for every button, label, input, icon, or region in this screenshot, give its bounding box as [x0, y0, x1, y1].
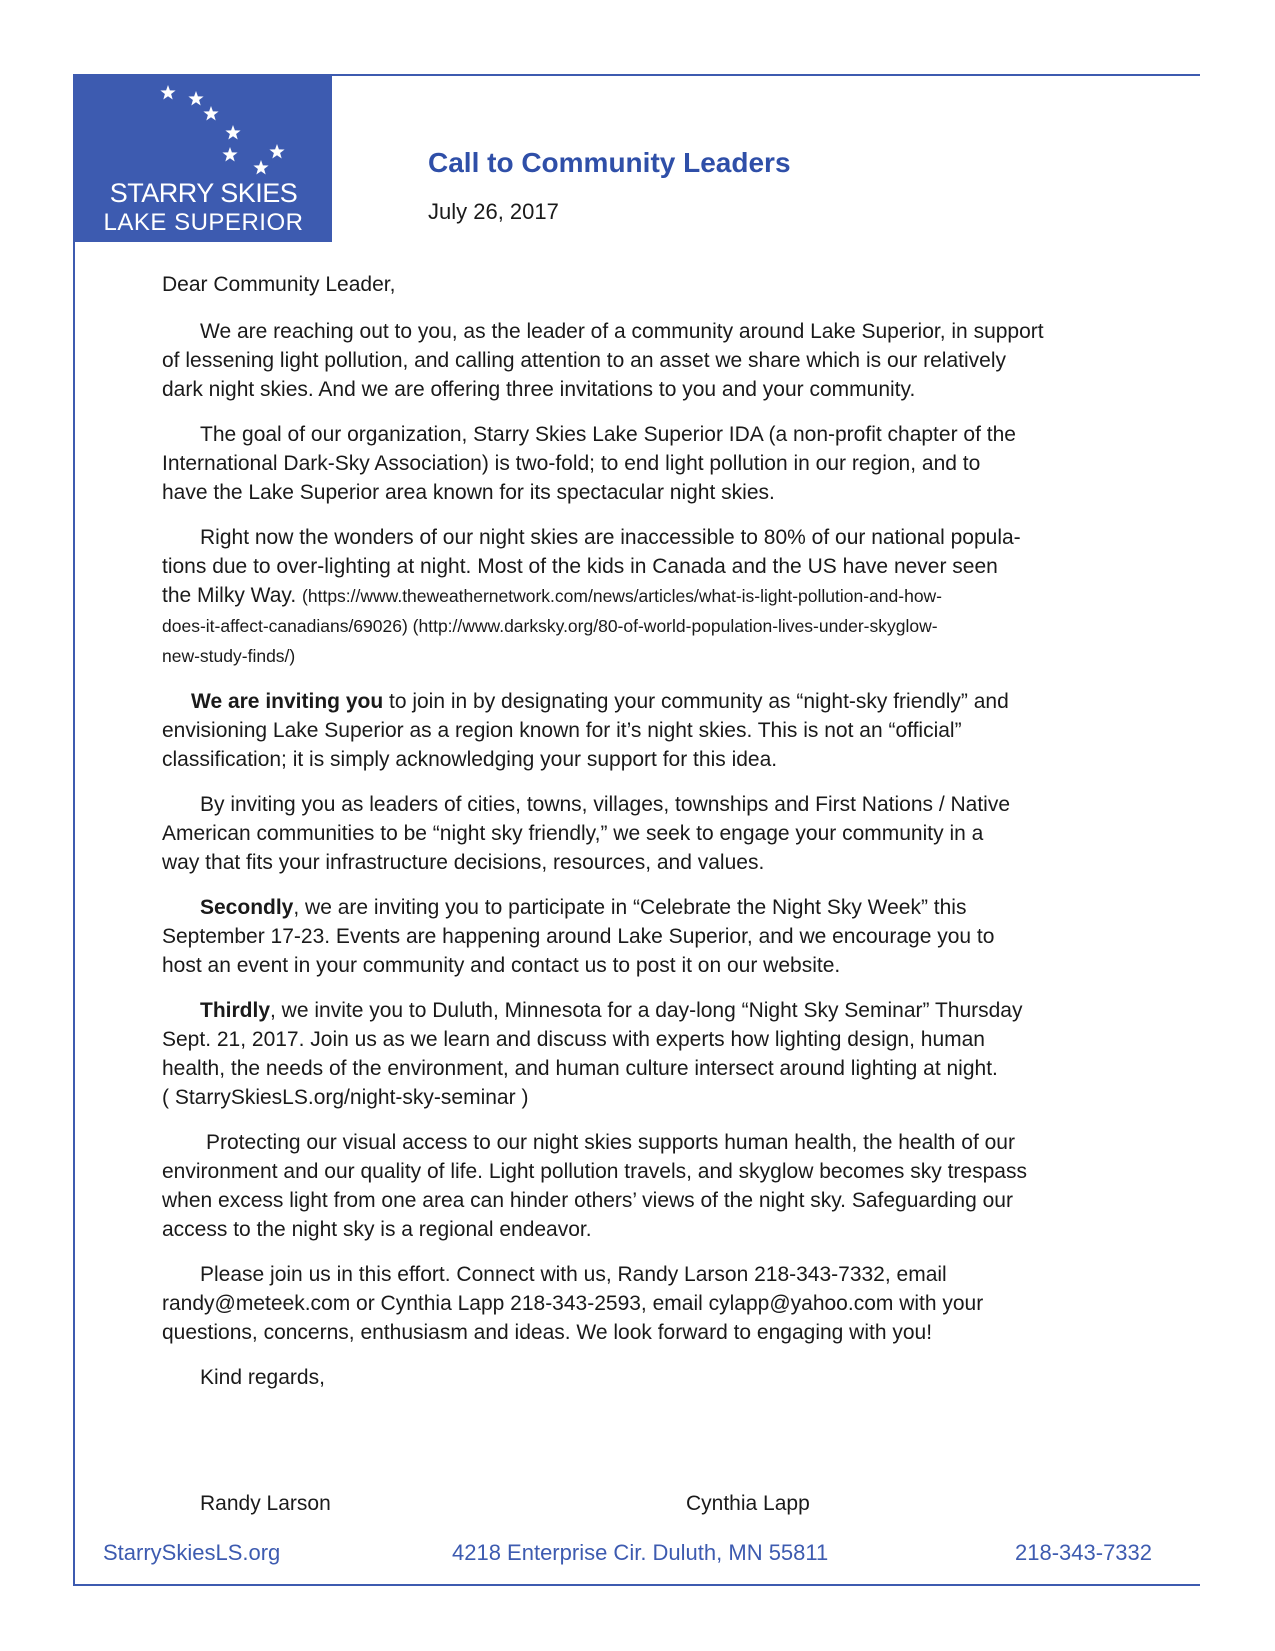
footer-phone: 218-343-7332 [1015, 1540, 1153, 1565]
logo-text-starry-skies: STARRY SKIES [109, 178, 298, 208]
salutation: Dear Community Leader, [162, 273, 396, 296]
bottom-border-rule [73, 1584, 1200, 1586]
bold-lead-phrase: Secondly [200, 896, 294, 919]
paragraph-line: when excess light from one area can hinder others’ views of the night sky. Safeguarding our [162, 1189, 1013, 1212]
closing: Kind regards, [200, 1366, 325, 1389]
footer-address: 4218 Enterprise Cir. Duluth, MN 55811 [452, 1540, 829, 1565]
paragraph-invitation-one [162, 687, 1162, 774]
paragraph-line: of lessening light pollution, and calling attention to an asset we share which is our relatively [162, 349, 1006, 372]
letter-body [162, 270, 1162, 1408]
bold-lead-phrase: Thirdly [200, 999, 271, 1022]
signature-cynthia-lapp: Cynthia Lapp [686, 1492, 810, 1515]
paragraph-line: to join in by designating your community as “night-sky friendly” and [383, 690, 1009, 713]
reference-url: does-it-affect-canadians/69026) (http://www.darksky.org/80-of-world-population-lives-under-skyglow- [162, 616, 938, 636]
paragraph-goal [162, 420, 1162, 507]
paragraph-line: way that fits your infrastructure decisions, resources, and values. [162, 851, 765, 874]
paragraph-line: envisioning Lake Superior as a region known for it’s night skies. This is not an “official” [162, 719, 962, 742]
paragraph-invitation-three [162, 996, 1162, 1112]
paragraph-line: classification; it is simply acknowledging your support for this idea. [162, 748, 778, 771]
paragraph-line: Please join us in this effort. Connect with us, Randy Larson 218-343-7332, email [200, 1263, 947, 1286]
footer-website: StarrySkiesLS.org [103, 1540, 281, 1565]
organization-logo [75, 76, 332, 242]
logo-text-lake-superior: LAKE SUPERIOR [103, 209, 304, 236]
paragraph-line: Protecting our visual access to our night skies supports human health, the health of our [206, 1131, 1015, 1154]
paragraph-line: American communities to be “night sky friendly,” we seek to engage your community in a [162, 822, 984, 845]
paragraph-line: , we invite you to Duluth, Minnesota for a day-long “Night Sky Seminar” Thursday [270, 999, 1023, 1022]
letter-date: July 26, 2017 [428, 199, 559, 224]
paragraph-line: By inviting you as leaders of cities, towns, villages, townships and First Nations / Native [200, 793, 1011, 816]
seminar-link-text: ( StarrySkiesLS.org/night-sky-seminar ) [162, 1086, 529, 1109]
left-border-rule [73, 74, 75, 1584]
paragraph-night-skies [162, 523, 1162, 671]
paragraph-line: Right now the wonders of our night skies are inaccessible to 80% of our national popula- [200, 526, 1021, 549]
paragraph-line: The goal of our organization, Starry Skies Lake Superior IDA (a non-profit chapter of the [200, 423, 1016, 446]
paragraph-line: have the Lake Superior area known for its spectacular night skies. [162, 481, 775, 504]
paragraph-line: dark night skies. And we are offering three invitations to you and your community. [162, 378, 916, 401]
paragraph-line: health, the needs of the environment, and human culture intersect around lighting at night. [162, 1057, 998, 1080]
paragraph-line: environment and our quality of life. Light pollution travels, and skyglow becomes sky trespass [162, 1160, 1027, 1183]
paragraph-line: We are reaching out to you, as the leader of a community around Lake Superior, in support [200, 320, 1044, 343]
reference-url: (https://www.theweathernetwork.com/news/articles/what-is-light-pollution-and-how- [302, 586, 943, 606]
letter-title: Call to Community Leaders [428, 147, 791, 178]
paragraph-line: host an event in your community and contact us to post it on our website. [162, 954, 841, 977]
paragraph-line: access to the night sky is a regional endeavor. [162, 1218, 592, 1241]
paragraph-line: randy@meteek.com or Cynthia Lapp 218-343-2593, email cylapp@yahoo.com with your [162, 1292, 984, 1315]
paragraph-contact [162, 1260, 1162, 1347]
paragraph-line: the Milky Way. [162, 584, 297, 607]
signature-randy-larson: Randy Larson [200, 1492, 331, 1515]
paragraph-line: International Dark-Sky Association) is two-fold; to end light pollution in our region, and to [162, 452, 981, 475]
paragraph-line: tions due to over-lighting at night. Most of the kids in Canada and the US have never seen [162, 555, 998, 578]
reference-url: new-study-finds/) [162, 646, 296, 666]
paragraph-invitation-two [162, 893, 1162, 980]
paragraph-outreach [162, 317, 1162, 404]
paragraph-line: September 17-23. Events are happening around Lake Superior, and we encourage you to [162, 925, 995, 948]
paragraph-leaders [162, 790, 1162, 877]
paragraph-line: questions, concerns, enthusiasm and ideas. We look forward to engaging with you! [162, 1321, 933, 1344]
bold-lead-phrase: We are inviting you [191, 690, 384, 713]
paragraph-protecting [162, 1128, 1162, 1244]
paragraph-line: Sept. 21, 2017. Join us as we learn and discuss with experts how lighting design, human [162, 1028, 985, 1051]
paragraph-line: , we are inviting you to participate in “Celebrate the Night Sky Week” this [293, 896, 967, 919]
